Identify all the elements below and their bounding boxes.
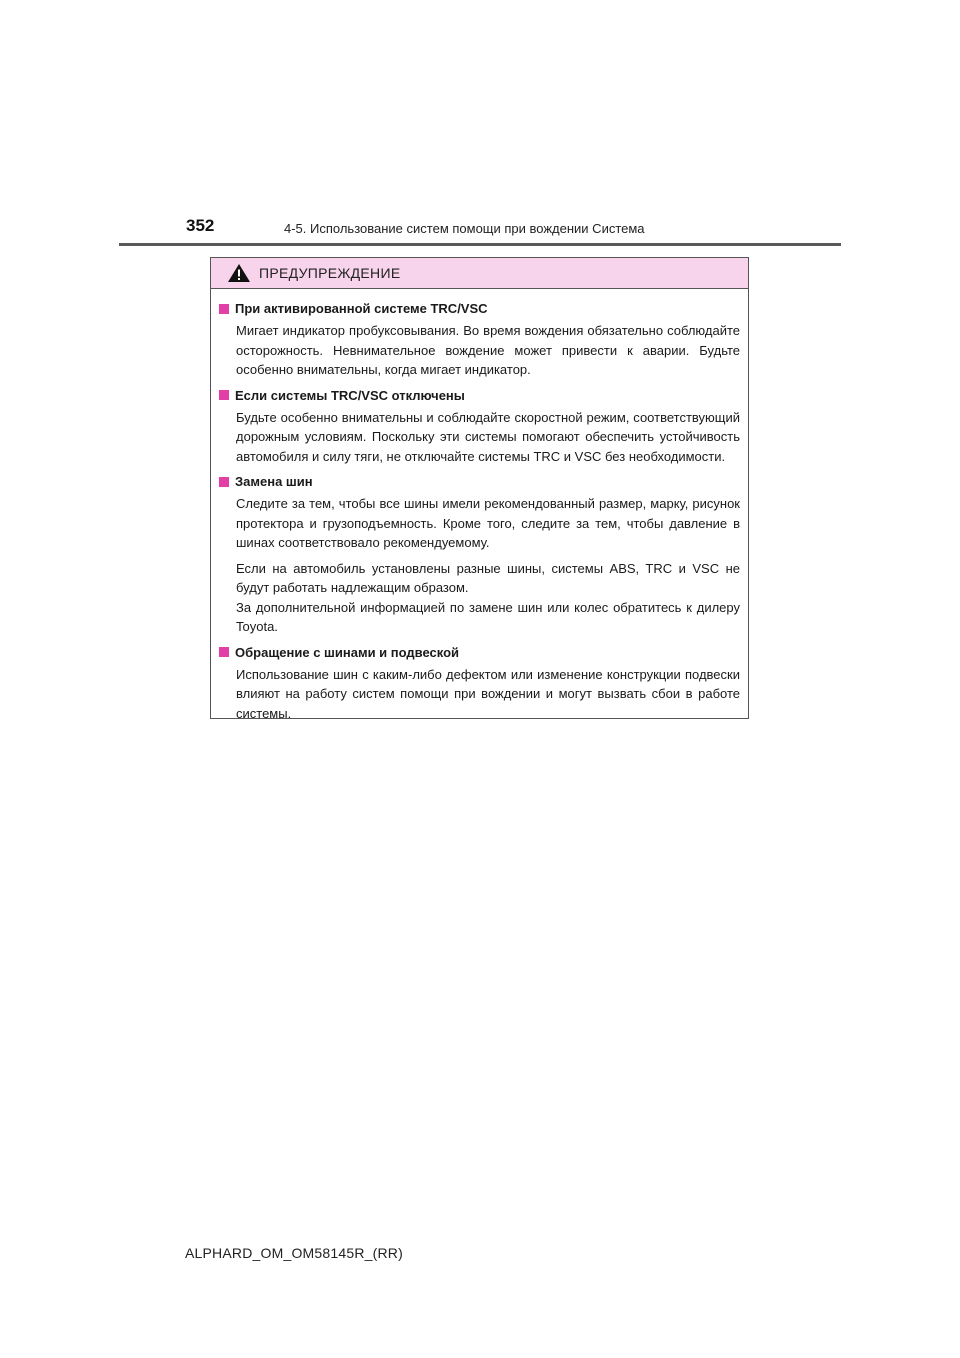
section-paragraph: Следите за тем, чтобы все шины имели рекомендованный размер, марку, рисунок протектора и грузоподъемность. Кроме того, следите за тем, чтобы давление в шинах соответствовало рекомендуемому. <box>236 496 740 550</box>
paragraph-line: Если на автомобиль установлены разные шины, системы ABS, TRC и VSC не будут работать надлежащим образом. <box>236 560 740 595</box>
section-heading: Обращение с шинами и подвеской <box>219 643 740 662</box>
page-number: 352 <box>186 216 215 235</box>
header-title: 4-5. Использование систем помощи при вождении Система <box>284 221 645 236</box>
section-heading: Если системы TRC/VSC отключены <box>219 386 740 405</box>
paragraph-line: За дополнительной информацией по замене шин или колес обратитесь к дилеру Toyota. <box>236 599 740 634</box>
square-bullet-icon <box>219 304 229 314</box>
square-bullet-icon <box>219 390 229 400</box>
warning-body <box>211 289 748 723</box>
section-tires-suspension <box>219 643 740 724</box>
footer-code: ALPHARD_OM_OM58145R_(RR) <box>185 1245 403 1261</box>
warning-box <box>210 257 749 719</box>
section-heading: Замена шин <box>219 472 740 491</box>
section-paragraph: Будьте особенно внимательны и соблюдайте скоростной режим, соответствующий дорожным условиям. Поскольку эти системы помогают обеспечить устойчивость автомобиля и силу тяги, не отключайте системы TRC и VSC без необходимости. <box>236 409 740 464</box>
section-heading: При активированной системе TRC/VSC <box>219 299 740 318</box>
section-trc-vsc-off <box>219 386 740 467</box>
section-paragraph: Мигает индикатор пробуксовывания. Во время вождения обязательно соблюдайте осторожность. Невнимательное вождение может привести к аварии. Будьте особенно внимательны, когда мигает индикатор. <box>236 323 740 377</box>
section-trc-vsc-active <box>219 299 740 380</box>
warning-header <box>211 258 748 289</box>
section-tire-replacement <box>219 472 740 637</box>
square-bullet-icon <box>219 477 229 487</box>
warning-triangle-icon <box>227 263 251 283</box>
square-bullet-icon <box>219 647 229 657</box>
section-paragraph: Использование шин с каким-либо дефектом или изменение конструкции подвески влияют на работу систем помощи при вождении и могут вызвать сбои в работе системы. <box>236 666 740 721</box>
section-paragraph <box>219 559 740 637</box>
warning-title: ПРЕДУПРЕЖДЕНИЕ <box>259 265 401 281</box>
header-rule <box>119 243 841 246</box>
